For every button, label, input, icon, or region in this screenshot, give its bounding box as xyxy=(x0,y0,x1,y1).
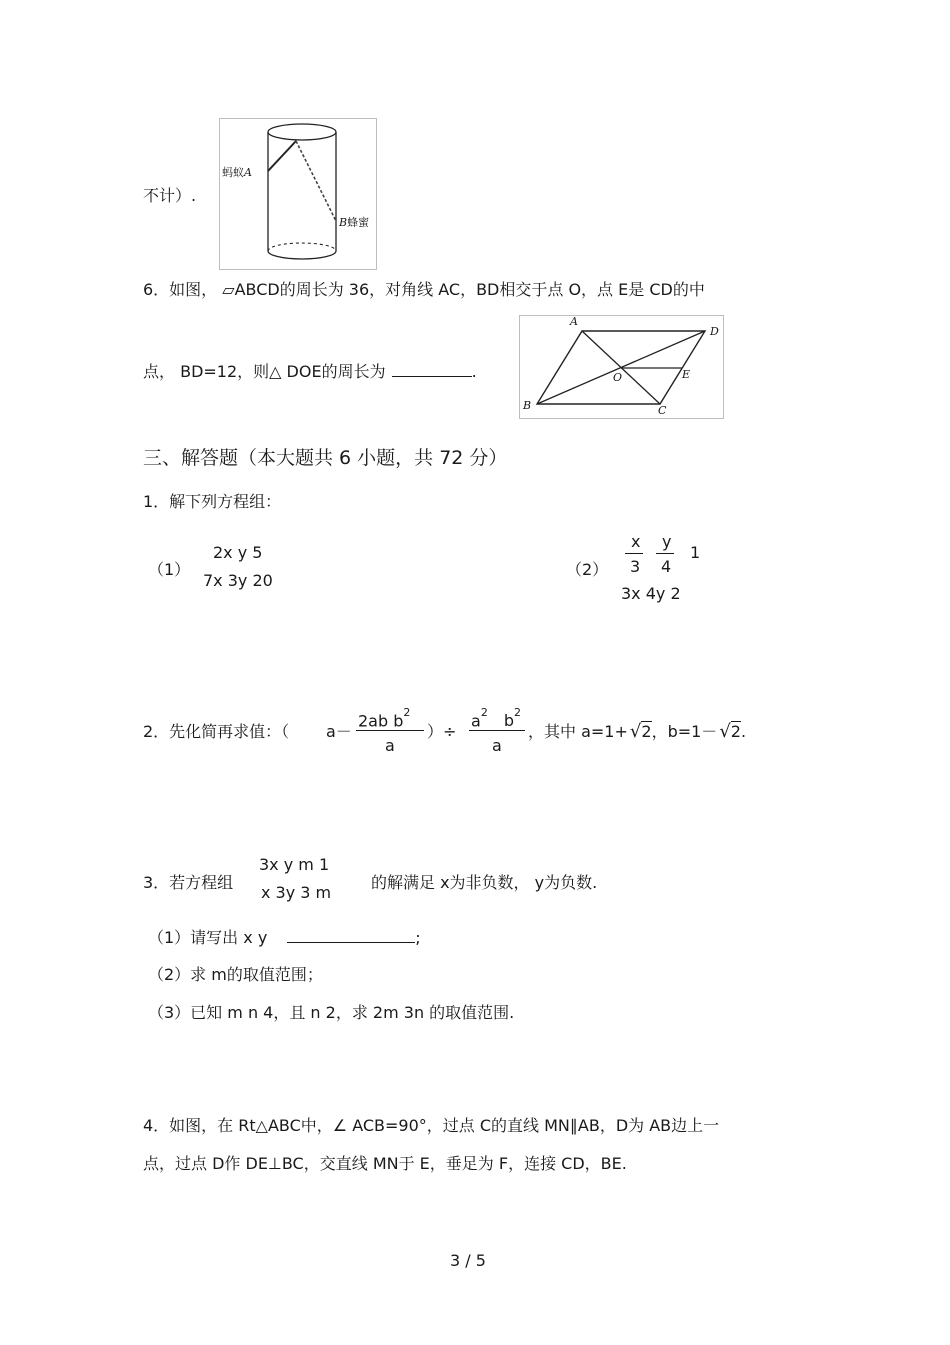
point-o-label: O xyxy=(613,371,623,384)
cylinder-figure xyxy=(219,118,377,270)
p1-sub1-eq2: 7x 3y 20 xyxy=(203,571,273,590)
point-d-label: D xyxy=(710,325,719,338)
p2-close-div: ）÷ xyxy=(427,722,457,741)
p2-frac2-den: a xyxy=(492,736,502,755)
q6-line2: 点， BD=12，则△ DOE的周长为 . xyxy=(143,362,477,381)
p3-sub2: （2）求 m的取值范围； xyxy=(148,965,323,984)
p1-sub2-fracbar-x xyxy=(625,553,643,554)
q6-answer-blank[interactable] xyxy=(392,362,472,377)
p3-eq1: 3x y m 1 xyxy=(259,855,330,874)
p3-prefix: 3．若方程组 xyxy=(143,873,234,892)
p3-eq2: x 3y 3 m xyxy=(261,883,332,902)
point-a-label: A xyxy=(570,315,578,328)
p1-sub1-eq1: 2x y 5 xyxy=(213,543,263,562)
p1-sub2-rhs: 1 xyxy=(690,543,701,562)
p3-suffix: 的解满足 x为非负数， y为负数. xyxy=(371,873,598,892)
p4-line2: 点，过点 D作 DE⊥BC，交直线 MN于 E，垂足为 F，连接 CD，BE. xyxy=(143,1154,627,1173)
cylinder-drawing xyxy=(220,119,376,269)
p3-answer-blank[interactable] xyxy=(287,928,415,943)
point-c-label: C xyxy=(658,404,667,417)
p3-sub1: （1）请写出 x y ; xyxy=(148,928,421,947)
p2-frac2-bar xyxy=(469,730,525,731)
p1-sub2-num-x: x xyxy=(631,532,641,551)
p1-sub1-label: （1） xyxy=(148,560,191,579)
sqrt-two-2: √2 xyxy=(719,721,741,742)
ant-label: 蚂蚁A xyxy=(222,166,252,179)
p2-condition: ，其中 a=1+ √2，b=1－ √2. xyxy=(528,721,747,742)
p2-a-minus: a－ xyxy=(326,722,352,741)
page-number: 3 / 5 xyxy=(450,1251,486,1270)
p3-sub3: （3）已知 m n 4，且 n 2，求 2m 3n 的取值范围. xyxy=(148,1003,515,1022)
point-b-label: B xyxy=(523,399,532,412)
p2-frac1-den: a xyxy=(385,736,395,755)
parallelogram-figure xyxy=(519,315,724,419)
point-e-label: E xyxy=(682,368,691,381)
p2-frac1-bar xyxy=(356,730,424,731)
p2-frac1-num: 2ab $b^2$ xyxy=(358,706,411,731)
p2-frac2-num: $a^2$ $b^2$ xyxy=(471,706,521,731)
p1-title: 1．解下列方程组： xyxy=(143,492,282,511)
q6-line1: 6．如图， ▱ABCD的周长为 36，对角线 AC，BD相交于点 O，点 E是 CD的中 xyxy=(143,280,705,299)
parallelogram-drawing xyxy=(520,316,723,418)
sqrt-two-1: √2 xyxy=(629,721,652,742)
previous-question-tail: 不计）. xyxy=(143,186,197,205)
p1-sub2-num-y: y xyxy=(662,532,672,551)
p1-sub2-den-y: 4 xyxy=(661,557,672,576)
section3-title: 三、解答题（本大题共 6 小题，共 72 分） xyxy=(143,447,508,469)
p1-sub2-fracbar-y xyxy=(656,553,674,554)
p4-line1: 4．如图，在 Rt△ABC中，∠ ACB=90°，过点 C的直线 MN∥AB，D为 AB边上一 xyxy=(143,1116,720,1135)
p1-sub2-eq2: 3x 4y 2 xyxy=(621,584,681,603)
honey-label: B蜂蜜 xyxy=(339,216,370,229)
p2-prefix: 2．先化简再求值：（ xyxy=(143,722,290,741)
p1-sub2-label: （2） xyxy=(566,560,609,579)
p1-sub2-den-x: 3 xyxy=(630,557,641,576)
